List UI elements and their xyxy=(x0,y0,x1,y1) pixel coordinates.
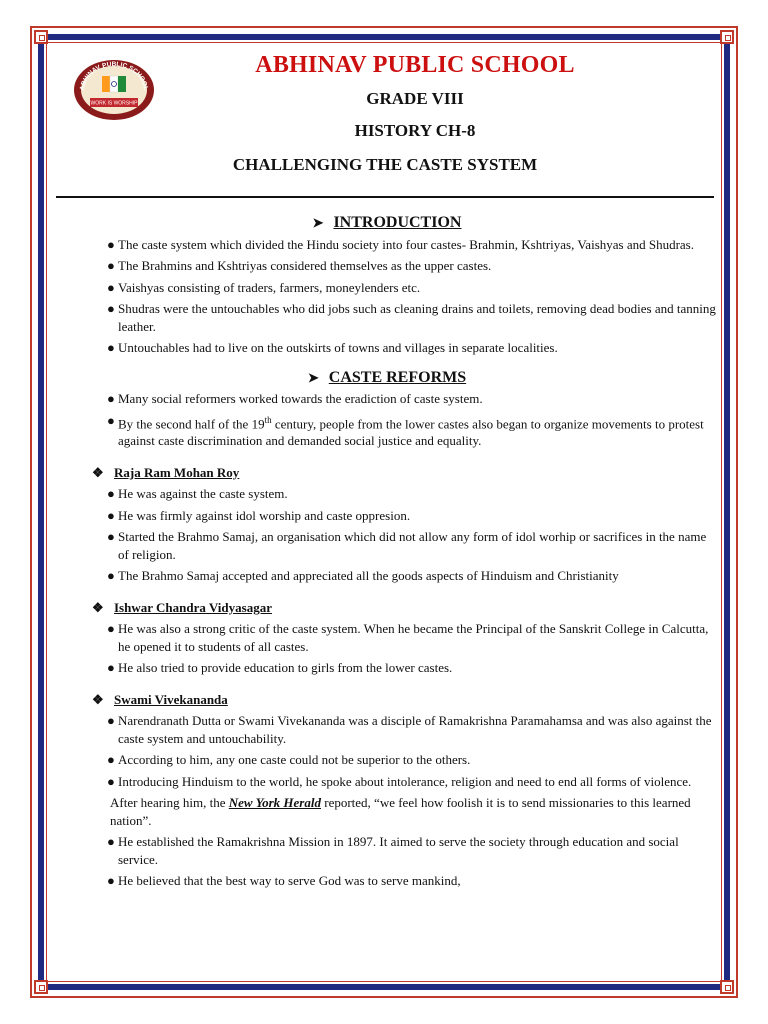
diamond-bullet-icon: ❖ xyxy=(92,691,104,707)
vivekananda-list-b xyxy=(56,833,718,890)
list-item: ● Vaishyas consisting of traders, farmers, moneylenders etc. xyxy=(107,279,421,295)
corner-ornament-top-left xyxy=(34,30,48,44)
diamond-bullet-icon: ❖ xyxy=(92,599,104,615)
logo-motto: WORK IS WORSHIP xyxy=(90,100,138,107)
reformer-heading-ishwar-chandra-vidyasagar: ❖ Ishwar Chandra Vidyasagar xyxy=(92,599,272,615)
new-york-herald-paragraph: After hearing him, the New York Herald reported, “we feel how foolish it is to send missionaries to this learned nation”. xyxy=(110,795,691,828)
list-item: ● By the second half of the 19th century, people from the lower castes also began to organize movements to protest against caste discrimination and demanded social justice and equality. xyxy=(107,412,704,449)
introduction-list xyxy=(56,236,718,357)
section-heading-caste-reforms: ➤ CASTE REFORMS xyxy=(307,368,467,386)
newspaper-name: New York Herald xyxy=(228,795,321,811)
raja-ram-mohan-roy-list xyxy=(56,485,718,585)
list-item: ● According to him, any one caste could not be superior to the others. xyxy=(107,752,471,768)
list-item: ● He was against the caste system. xyxy=(107,486,288,502)
reformer-heading-raja-ram-mohan-roy: ❖ Raja Ram Mohan Roy xyxy=(92,464,240,480)
school-logo xyxy=(72,56,156,120)
arrowhead-icon: ➤ xyxy=(312,215,324,230)
grade-label: GRADE VIII xyxy=(366,89,464,108)
list-item: ● The caste system which divided the Hindu society into four castes- Brahmin, Kshtriyas, Vaishyas and Shudras. xyxy=(107,236,694,252)
corner-ornament-top-right xyxy=(720,30,734,44)
list-item: ● He was also a strong critic of the caste system. When he became the Principal of the Sanskrit College in Calcutta, he opened it to students of all castes. xyxy=(107,621,709,654)
school-name: ABHINAV PUBLIC SCHOOL xyxy=(255,52,575,78)
list-item: ● Introducing Hinduism to the world, he spoke about intolerance, religion and need to end all forms of violence. xyxy=(107,773,692,789)
list-item: ● Started the Brahmo Samaj, an organisation which did not allow any form of idol worhip or sacrifices in the name of religion. xyxy=(107,529,707,562)
reformer-heading-swami-vivekananda: ❖ Swami Vivekananda xyxy=(92,691,228,707)
arrowhead-icon: ➤ xyxy=(307,369,319,385)
header-divider xyxy=(56,196,714,198)
list-item: ● He established the Ramakrishna Mission in 1897. It aimed to serve the society through education and social service. xyxy=(107,834,679,867)
list-item: ● Shudras were the untouchables who did jobs such as cleaning drains and toilets, removing dead bodies and tanning leather. xyxy=(107,301,716,334)
list-item: ● He was firmly against idol worship and caste oppresion. xyxy=(107,507,411,523)
chapter-title: CHALLENGING THE CASTE SYSTEM xyxy=(232,155,538,174)
list-item: ● The Brahmins and Kshtriyas considered themselves as the upper castes. xyxy=(107,258,492,273)
list-item: ● Many social reformers worked towards the eradiction of caste system. xyxy=(107,391,483,406)
corner-ornament-bottom-left xyxy=(34,980,48,994)
list-item: ● He believed that the best way to serve God was to serve mankind, xyxy=(107,873,461,889)
caste-reforms-list xyxy=(56,390,718,450)
logo-arc-text: ABHINAV PUBLIC SCHOOL xyxy=(78,60,149,91)
list-item: ● He also tried to provide education to girls from the lower castes. xyxy=(107,660,453,676)
ishwar-chandra-list xyxy=(56,620,718,677)
corner-ornament-bottom-right xyxy=(720,980,734,994)
diamond-bullet-icon: ❖ xyxy=(92,464,104,480)
list-item: ● Untouchables had to live on the outskirts of towns and villages in separate localities. xyxy=(107,340,558,355)
vivekananda-list-a xyxy=(56,712,718,790)
section-heading-introduction: ➤ INTRODUCTION xyxy=(312,214,462,231)
chapter-label: HISTORY CH-8 xyxy=(354,121,476,140)
list-item: ● Narendranath Dutta or Swami Vivekananda was a disciple of Ramakrishna Paramahamsa and was also against the caste system and untouchability. xyxy=(107,713,712,746)
document-body xyxy=(56,214,718,894)
list-item: ● The Brahmo Samaj accepted and appreciated all the goods aspects of Hinduism and Christianity xyxy=(107,568,619,584)
